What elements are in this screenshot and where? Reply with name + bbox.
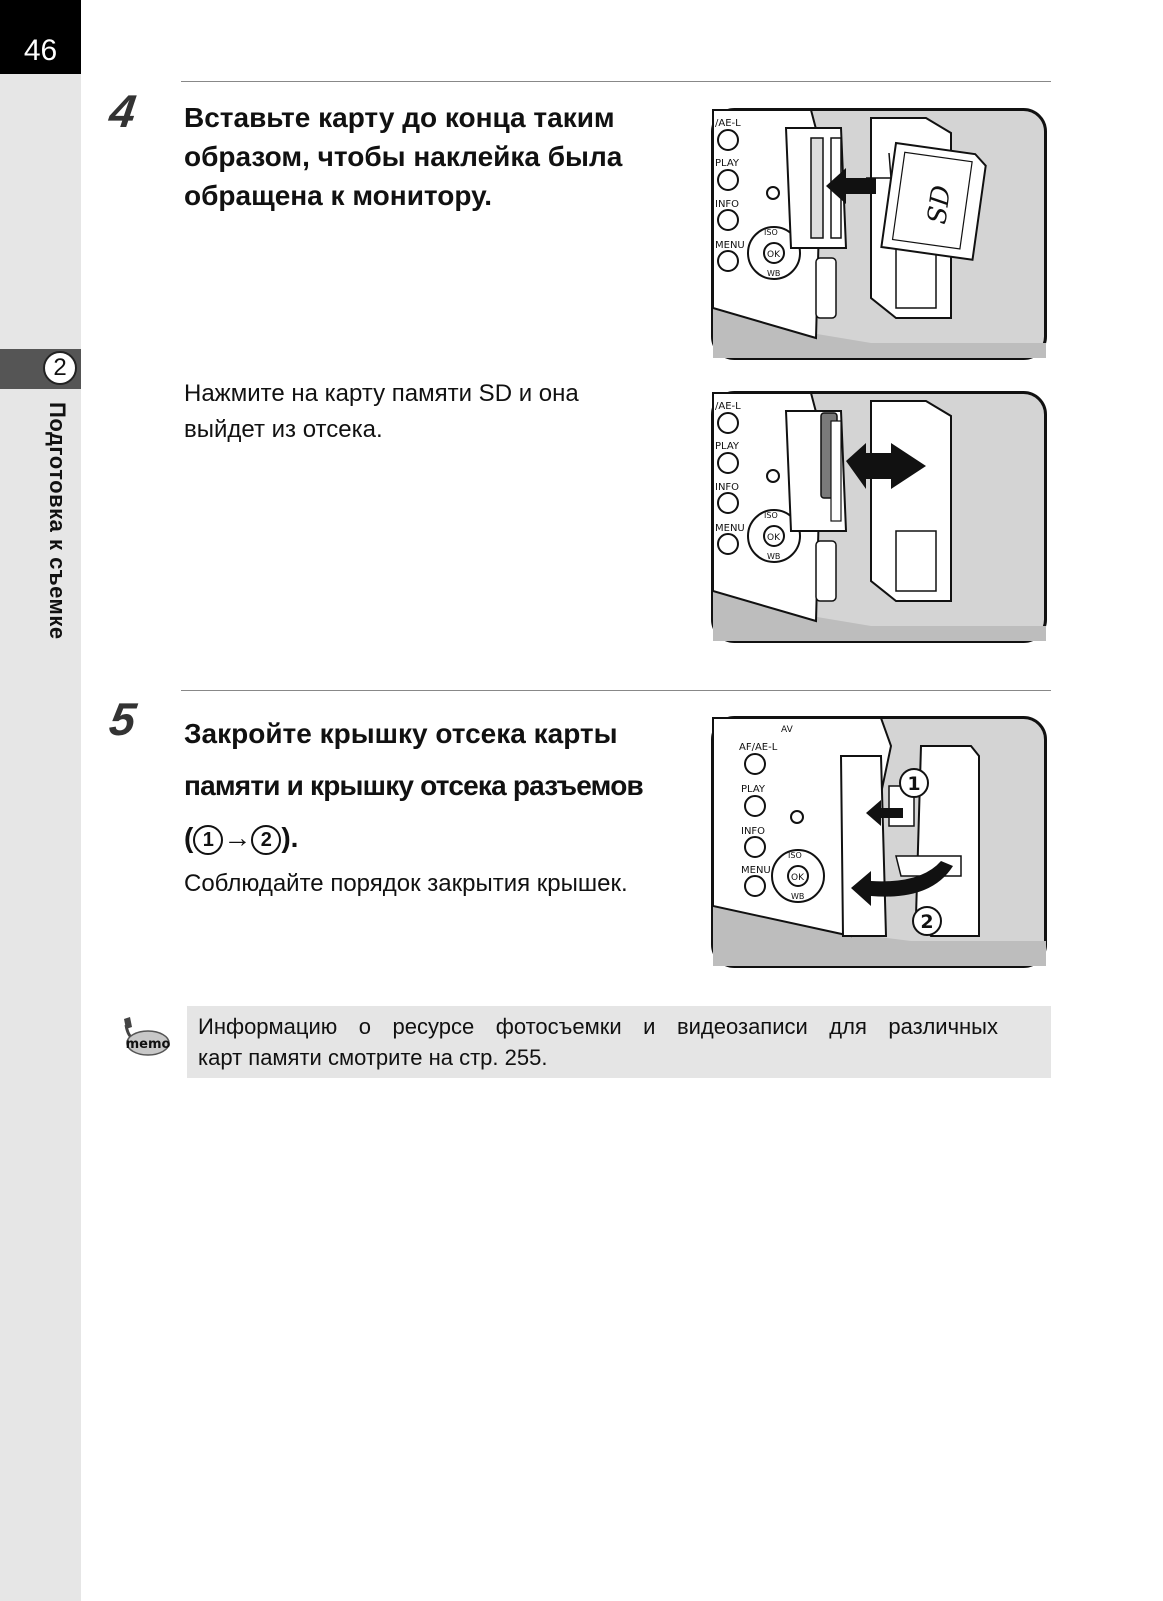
divider-middle xyxy=(181,690,1051,691)
step-5-order-arrow: → xyxy=(223,822,252,853)
step-4-heading xyxy=(184,98,684,215)
memo-line-2: карт памяти смотрите на стр. 255. xyxy=(198,1045,548,1070)
step-5-number: 5 xyxy=(106,693,140,745)
label-iso: ISO xyxy=(764,228,778,237)
step-5-heading-line-2: памяти и крышку отсека разъемов xyxy=(184,770,643,801)
label-ok-2: OK xyxy=(767,533,780,543)
label-ae-l-2: /AE-L xyxy=(715,401,741,412)
label-menu-2: MENU xyxy=(715,523,745,534)
label-menu-3: MENU xyxy=(741,865,771,876)
label-wb-3: WB xyxy=(791,892,805,901)
illustration-eject-card xyxy=(711,391,1047,643)
label-play-2: PLAY xyxy=(715,441,740,452)
label-av: AV xyxy=(781,725,793,735)
step-5-order-close: ). xyxy=(281,822,299,853)
illustration-close-covers xyxy=(711,716,1047,968)
label-ok-3: OK xyxy=(791,873,804,883)
chapter-number: 2 xyxy=(43,351,77,385)
step-5-heading-line-1 xyxy=(184,708,694,760)
callout-2: 2 xyxy=(920,911,934,933)
step-4-note-line-1: Нажмите на карту памяти SD и она xyxy=(184,380,579,407)
label-info: INFO xyxy=(715,199,740,210)
step-5-heading-line-1-text: Закройте крышку отсека карты xyxy=(184,718,618,749)
step-4-number: 4 xyxy=(106,85,140,137)
label-info-3: INFO xyxy=(741,826,766,837)
step-4-heading-line-2: образом, чтобы наклейка была xyxy=(184,141,623,172)
label-wb: WB xyxy=(767,269,781,278)
memo-line-1: Информацию о ресурсе фотосъемки и видеозаписи для различных xyxy=(198,1014,998,1039)
step-5-order-first: 1 xyxy=(193,825,223,855)
label-iso-2: ISO xyxy=(764,511,778,520)
step-5-order-open: ( xyxy=(184,822,194,853)
step-5-order-second: 2 xyxy=(251,825,281,855)
label-ae-l: /AE-L xyxy=(715,118,741,129)
label-ok: OK xyxy=(767,250,780,260)
label-wb-2: WB xyxy=(767,552,781,561)
memo-icon-label: memo xyxy=(125,1037,170,1052)
step-5-order xyxy=(184,812,694,864)
page-number: 46 xyxy=(23,34,58,67)
memo-icon xyxy=(120,1015,170,1059)
sidebar xyxy=(0,0,81,1601)
step-4-heading-line-3: обращена к монитору. xyxy=(184,180,492,211)
step-5-note: Соблюдайте порядок закрытия крышек. xyxy=(184,870,628,897)
label-info-2: INFO xyxy=(715,482,740,493)
memo-text xyxy=(198,1011,998,1073)
callout-1: 1 xyxy=(907,773,921,795)
divider-top xyxy=(181,81,1051,82)
label-menu: MENU xyxy=(715,240,745,251)
step-5-heading xyxy=(184,708,694,864)
step-4-heading-line-1: Вставьте карту до конца таким xyxy=(184,102,615,133)
step-4-note xyxy=(184,376,664,448)
label-af-ae-l: AF/AE-L xyxy=(739,742,778,753)
illustration-insert-card xyxy=(711,108,1047,360)
step-4-note-line-2: выйдет из отсека. xyxy=(184,416,383,443)
label-play: PLAY xyxy=(715,158,740,169)
sd-card-label: SD xyxy=(922,183,958,226)
chapter-title: Подготовка к съемке xyxy=(45,402,70,640)
label-play-3: PLAY xyxy=(741,784,766,795)
label-iso-3: ISO xyxy=(788,851,802,860)
